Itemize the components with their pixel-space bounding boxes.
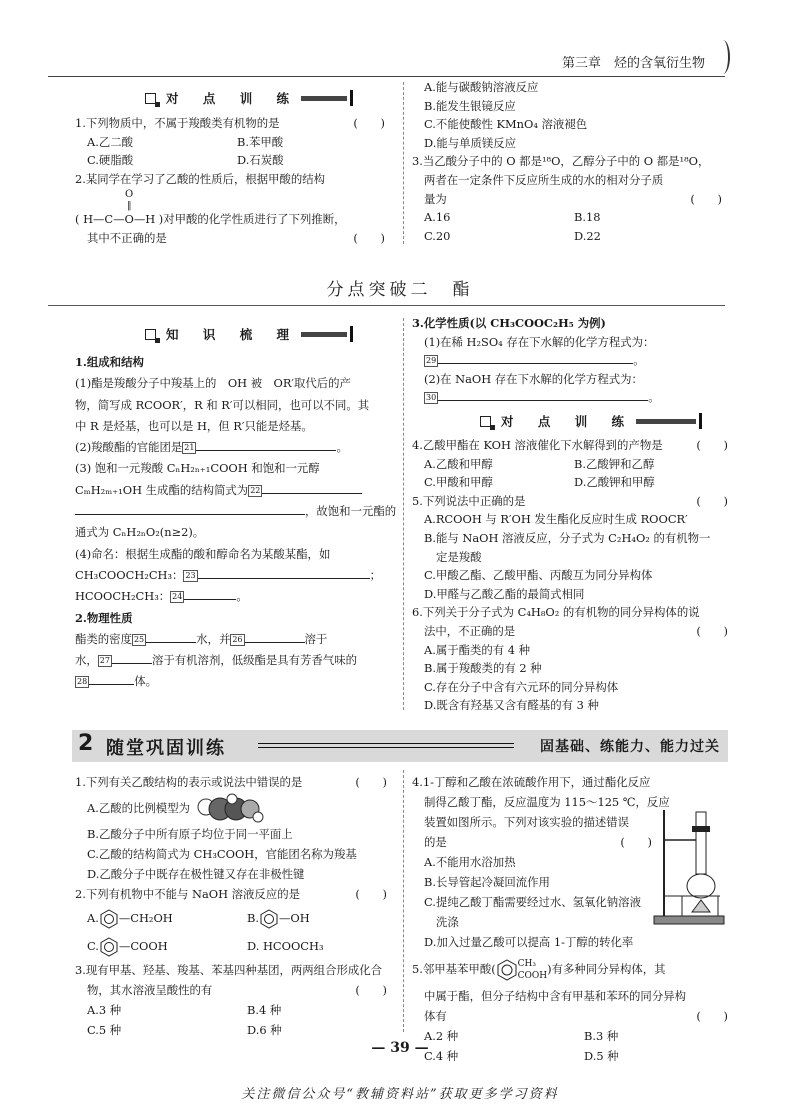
section-icon — [145, 93, 156, 104]
chapter-header: 第三章 烃的含氧衍生物 — [561, 56, 705, 71]
answer-blank[interactable] — [262, 481, 362, 494]
header-curve-decoration — [716, 40, 730, 74]
answer-blank[interactable] — [89, 672, 134, 685]
section-icon — [480, 416, 491, 427]
page-number: — 39 — — [371, 1040, 429, 1056]
answer-blank[interactable] — [146, 630, 196, 643]
answer-blank[interactable] — [184, 587, 236, 600]
answer-blank[interactable] — [198, 566, 370, 579]
section-drill-heading: 对 点 训 练 — [145, 89, 353, 107]
section-drill-heading-2: 对 点 训 练 — [480, 412, 702, 430]
top-right-questions: A.能与碳酸钠溶液反应 B.能发生银镜反应 C.不能使酸性 KMnO₄ 溶液褪色 D.能与单质镁反应 3.当乙酸分子中的 O 都是¹⁸O，乙醇分子中的 O 都是¹⁸O， 两者在一定条件下反应所生成的水的相对分子质 量为 ( ) A.16 B.18 C.20 D.22 — [412, 80, 722, 243]
practice-banner: 2 随堂巩固训练 固基础、练能力、能力过关 — [72, 730, 728, 762]
benzene-ring-icon — [99, 937, 119, 957]
bottom-left-questions: 1.下列有关乙酸结构的表示或说法中错误的是 ( ) A.乙酸的比例模型为 B.乙酸分子中所有原子均位于同一平面上 C.乙酸的结构简式为 CH₃COOH，官能团名称为羧基 D.乙酸分子中既存在极性键又存在非极性键 2.下列有机物中不能与 NaOH 溶液反应的是 ( ) A. —CH₂OH B. —OH C. —COOH D. HCOOCH₃ 3.现有甲基、羟基、羧基、苯基四种基团，两两组合形成化合 物，其水溶液呈酸性的有 ( ) A.3 种 B.4 种 C.5 种 D.6 种 — [75, 775, 387, 1037]
answer-blank[interactable] — [112, 651, 152, 664]
header-rule — [48, 76, 725, 77]
acetic-acid-model-icon — [194, 793, 264, 825]
benzene-ring-icon — [259, 909, 279, 929]
benzene-ring-icon — [99, 909, 119, 929]
knowledge-content: 1.组成和结构 (1)酯是羧酸分子中羧基上的 OH 被 OR′取代后的产 物，简写成 RCOOR′，R 和 R′可以相同，也可以不同。其 中 R 是烃基，也可以是 H，但 R′只能是烃基。 (2)羧酸酯的官能团是 21 。 (3) 饱和一元羧酸 CₙH₂ₙ₊₁COOH 和饱和一元醇 CₘH₂ₘ₊₁OH 生成酯的结构简式为 22 ，故饱和一元酯的 通式为 CₙH₂ₙO₂(n≥2)。 (4)命名：根据生成酯的酸和醇命名为某酸某酯，如 CH₃COOCH₂CH₃： 23 ； HCOOCH₂CH₃： 24 。 2.物理性质 酯类的密度 25 水，并 26 溶于 水， 27 溶于有机溶剂，低级酯是具有芳香气味的 28 体。 — [75, 355, 397, 689]
answer-blank[interactable] — [196, 438, 336, 451]
answer-blank[interactable] — [245, 630, 305, 643]
title-rule — [48, 305, 725, 306]
reflux-apparatus-icon — [652, 800, 727, 930]
chem-properties: 3.化学性质(以 CH₃COOC₂H₅ 为例) (1)在稀 H₂SO₄ 存在下水解的化学方程式为： 29 。 (2)在 NaOH 存在下水解的化学方程式为： 30 。 — [412, 316, 660, 405]
answer-blank[interactable] — [75, 502, 305, 515]
bottom-right-questions: 4.1-丁醇和乙酸在浓硫酸作用下，通过酯化反应 制得乙酸丁酯，反应温度为 115～125 ℃，反应 装置如图所示。下列对该实验的描述错误 的是 ( ) A.不能用水浴加热 B.长导管起冷凝回流作用 C.提纯乙酸丁酯需要经过水、氢氧化钠溶液 洗涤 D.加入过量乙酸可以提高 1-丁醇的转化率 5.邻甲基苯甲酸( CH₃ COOH)有多种同分异构体，其 中属于酯，但分子结构中含有甲基和苯环的同分异构 体有 ( ) A.2 种 B.3 种 C.4 种 D.5 种 — [412, 775, 728, 1063]
footer-note: 关注微信公众号“教辅资料站”获取更多学习资料 — [241, 1087, 559, 1102]
section-title-ester: 分点突破二 酯 — [326, 280, 474, 300]
top-left-questions: 1.下列物质中，不属于羧酸类有机物的是 ( ) A.乙二酸 B.苯甲酸 C.硬脂酸 D.石炭酸 2.某同学在学习了乙酸的性质后，根据甲酸的结构 O ‖ ( H—C—O—H )对甲酸的化学性质进行了下列推断， 其中不正确的是 ( ) — [75, 116, 385, 245]
benzene-ring-icon — [496, 959, 518, 981]
answer-blank[interactable] — [438, 388, 648, 401]
section-icon — [145, 329, 156, 340]
section-knowledge-heading: 知 识 梳 理 — [145, 325, 353, 343]
drill-questions-right: 4.乙酸甲酯在 KOH 溶液催化下水解得到的产物是 ( ) A.乙酸和甲醇 B.乙酸钾和乙醇 C.甲酸和甲醇 D.乙酸钾和甲醇 5.下列说法中正确的是 ( ) A.RCOOH 与 R′OH 发生酯化反应时生成 ROOCR′ B.能与 NaOH 溶液反应，分子式为 C₂H₄O₂ 的有机物一 定是羧酸 C.甲酸乙酯、乙酸甲酯、丙酸互为同分异构体 D.甲醛与乙酸乙酯的最简式相同 6.下列关于分子式为 C₄H₈O₂ 的有机物的同分异构体的说 法中，不正确的是 ( ) A.属于酯类的有 4 种 B.属于羧酸类的有 2 种 C.存在分子中含有六元环的同分异构体 D.既含有羟基又含有醛基的有 3 种 — [412, 438, 728, 713]
answer-blank[interactable] — [438, 351, 633, 364]
